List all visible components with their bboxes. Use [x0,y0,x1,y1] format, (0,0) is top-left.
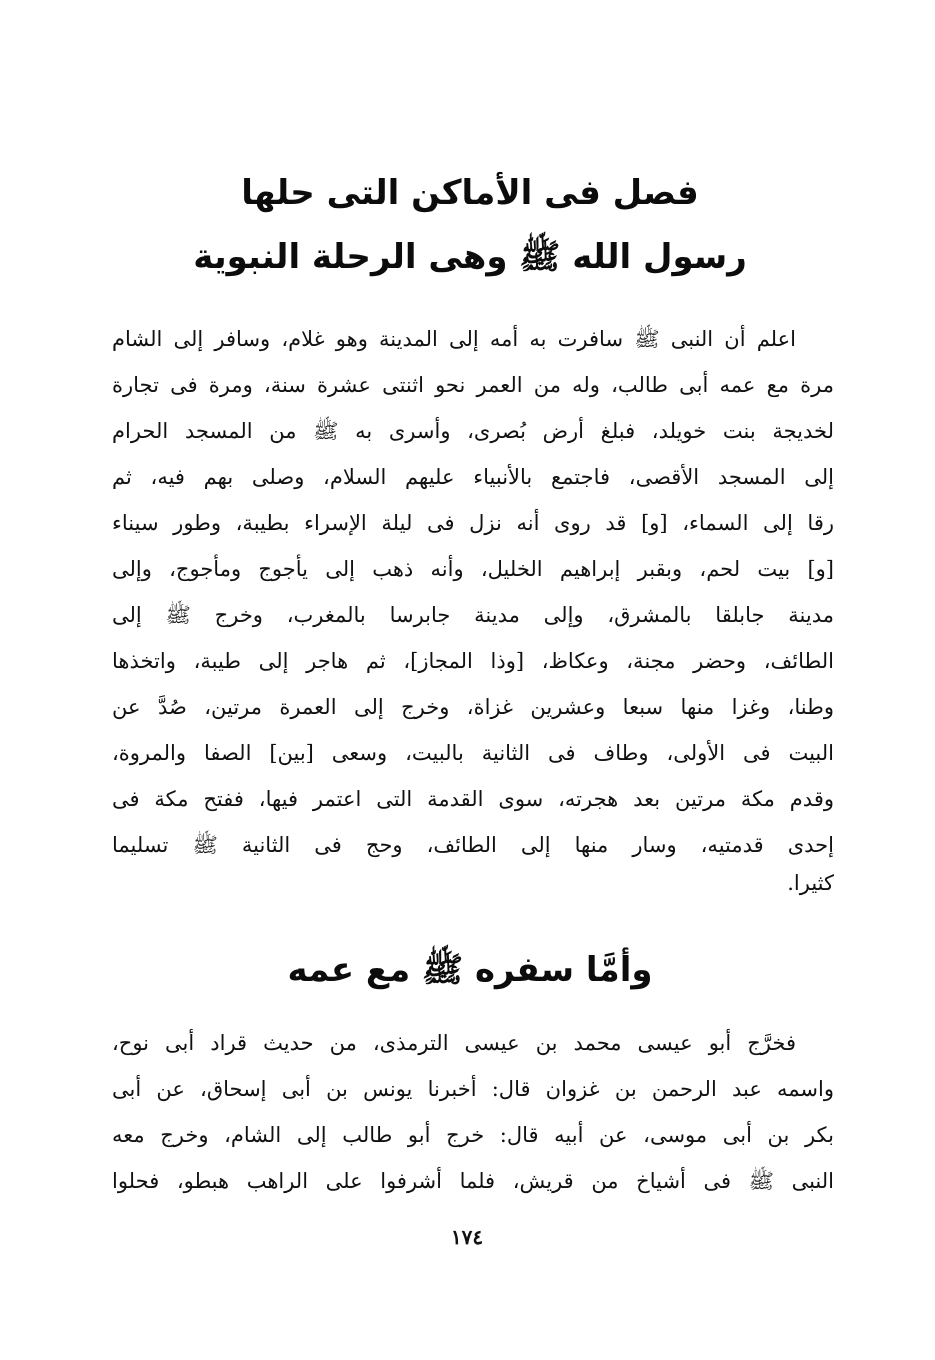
paragraph-line: واسمه عبد الرحمن بن غزوان قال: أخبرنا يونس بن أبى إسحاق، عن أبى [112,1077,834,1101]
paragraph-line: البيت فى الأولى، وطاف فى الثانية بالبيت، وسعى [بين] الصفا والمروة، [112,741,834,765]
paragraph-line: الطائف، وحضر مجنة، وعكاظ، [وذا المجاز]، ثم هاجر إلى طيبة، واتخذها [112,649,834,673]
paragraph-line: [و] بيت لحم، وبقبر إبراهيم الخليل، وأنه ذهب إلى يأجوج ومأجوج، وإلى [112,557,834,581]
paragraph-line: وطنا، وغزا منها سبعا وعشرين غزاة، وخرج إلى العمرة مرتين، صُدَّ عن [112,695,834,719]
paragraph-line: مدينة جابلقا بالمشرق، وإلى مدينة جابرسا بالمغرب، وخرج ﷺ إلى [112,603,834,627]
paragraph-line: مرة مع عمه أبى طالب، وله من العمر نحو اثنتى عشرة سنة، ومرة فى تجارة [112,373,834,397]
page-number: ١٧٤ [450,1225,484,1249]
paragraph-line: بكر بن أبى موسى، عن أبيه قال: خرج أبو طالب إلى الشام، وخرج معه [112,1123,834,1147]
paragraph-line: إحدى قدمتيه، وسار منها إلى الطائف، وحج فى الثانية ﷺ تسليما [112,833,834,857]
chapter-title-line-1: فصل فى الأماكن التى حلها [241,173,699,213]
paragraph-line: رقا إلى السماء، [و] قد روى أنه نزل فى ليلة الإسراء بطيبة، وطور سيناء [112,511,834,535]
paragraph-line: وقدم مكة مرتين بعد هجرته، سوى القدمة التى اعتمر فيها، ففتح مكة فى [112,787,834,811]
section-heading: وأمَّا سفره ﷺ مع عمه [287,950,653,990]
paragraph-line: النبى ﷺ فى أشياخ من قريش، فلما أشرفوا على الراهب هبطو، فحلوا [112,1169,834,1193]
chapter-title-line-2: رسول الله ﷺ وهى الرحلة النبوية [193,237,747,277]
paragraph-line: لخديجة بنت خويلد، فبلغ أرض بُصرى، وأسرى به ﷺ من المسجد الحرام [112,419,834,443]
paragraph-line-last: كثيرا. [787,871,834,895]
paragraph-line: اعلم أن النبى ﷺ سافرت به أمه إلى المدينة وهو غلام، وسافر إلى الشام [112,327,796,351]
paragraph-line: إلى المسجد الأقصى، فاجتمع بالأنبياء عليهم السلام، وصلى بهم فيه، ثم [112,465,834,489]
paragraph-line: فخرَّج أبو عيسى محمد بن عيسى الترمذى، من حديث قراد أبى نوح، [112,1031,796,1055]
